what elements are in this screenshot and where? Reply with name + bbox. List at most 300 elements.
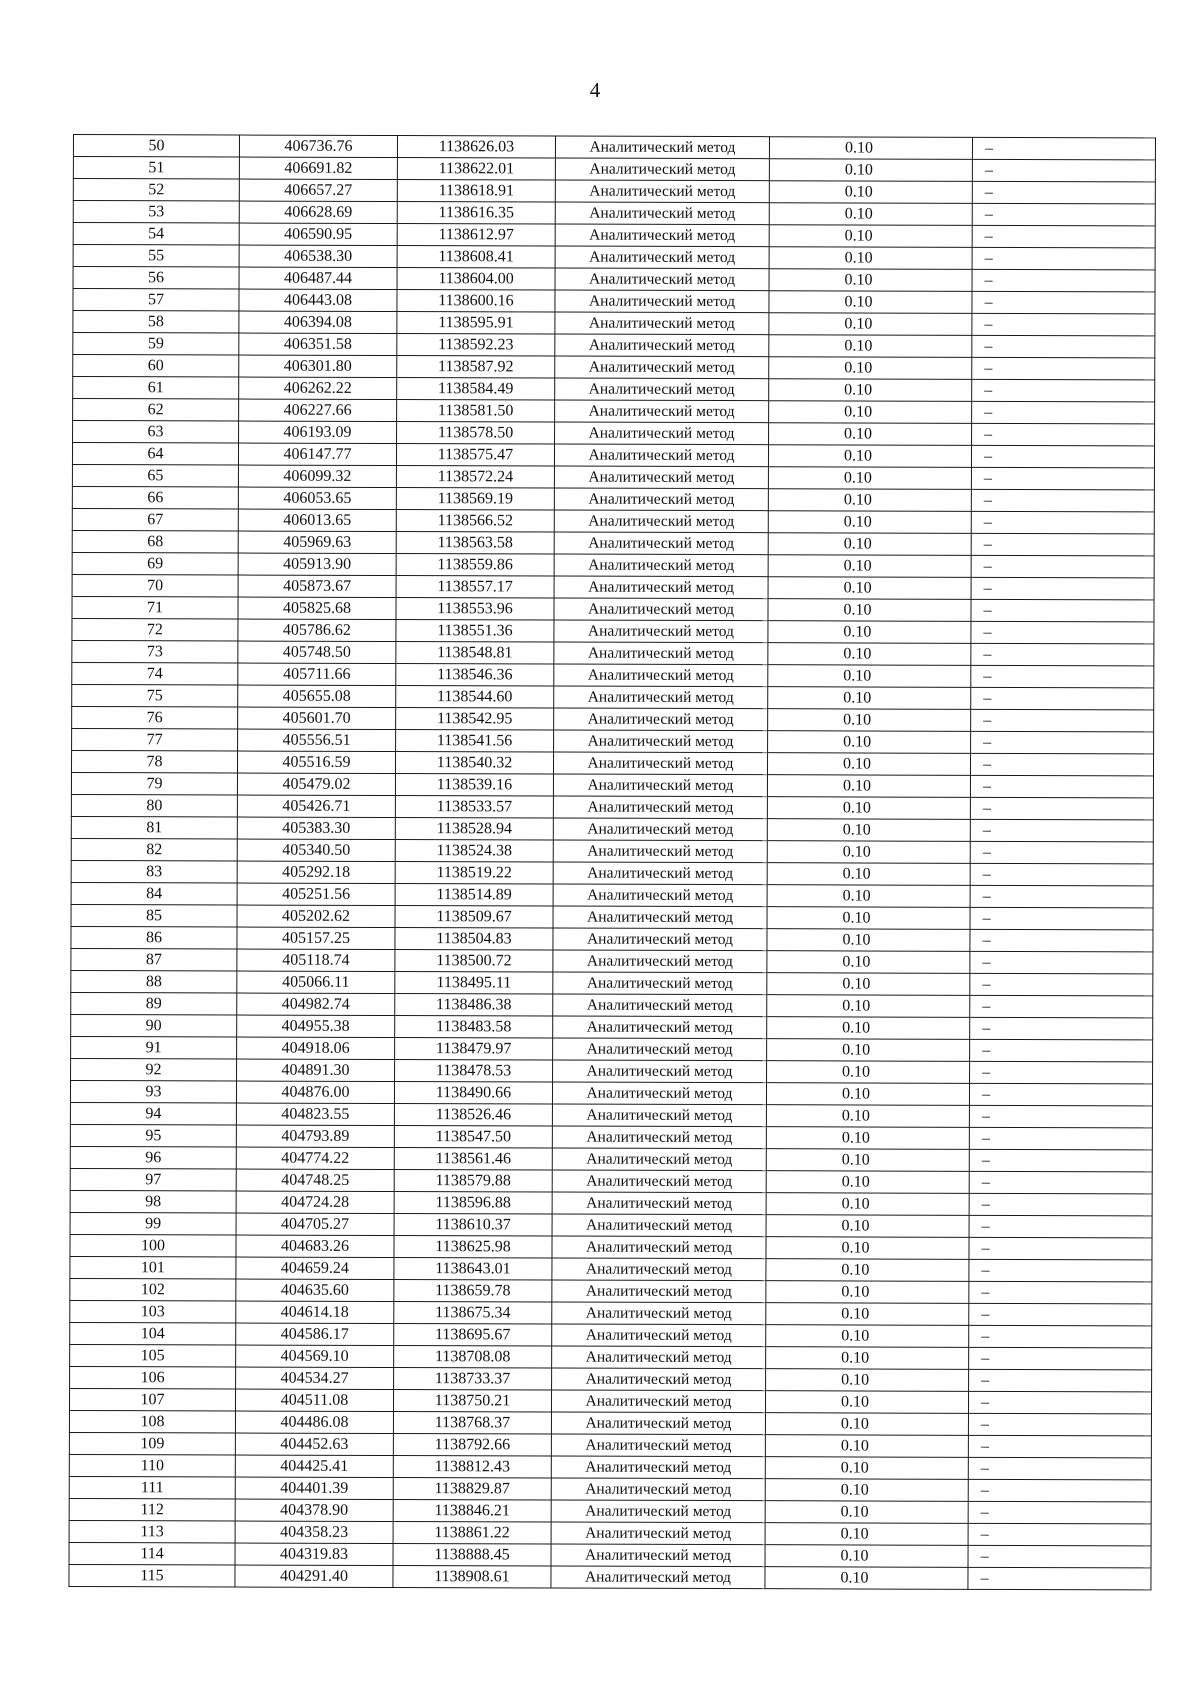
point-number-cell: 83	[71, 860, 237, 883]
method-cell: Аналитический метод	[555, 422, 769, 445]
method-cell: Аналитический метод	[555, 224, 769, 247]
method-cell: Аналитический метод	[551, 1544, 765, 1567]
y-coordinate-cell: 1138846.21	[393, 1500, 551, 1522]
x-coordinate-cell: 405601.70	[238, 707, 396, 729]
point-number-cell: 111	[69, 1476, 235, 1499]
note-cell: –	[968, 1391, 1151, 1414]
x-coordinate-cell: 406013.65	[238, 509, 396, 531]
y-coordinate-cell: 1138563.58	[396, 532, 554, 554]
note-cell: –	[969, 1215, 1152, 1238]
tolerance-cell: 0.10	[768, 445, 971, 468]
note-cell: –	[972, 181, 1155, 204]
point-number-cell: 79	[71, 772, 237, 795]
method-cell: Аналитический метод	[551, 1522, 765, 1545]
point-number-cell: 82	[71, 838, 237, 861]
point-number-cell: 94	[70, 1102, 236, 1125]
tolerance-cell: 0.10	[769, 225, 972, 248]
note-cell: –	[968, 1523, 1151, 1546]
method-cell: Аналитический метод	[554, 532, 768, 555]
y-coordinate-cell: 1138542.95	[396, 708, 554, 730]
x-coordinate-cell: 405969.63	[238, 531, 396, 553]
tolerance-cell: 0.10	[768, 687, 971, 710]
x-coordinate-cell: 406736.76	[239, 135, 397, 157]
note-cell: –	[969, 1303, 1152, 1326]
point-number-cell: 92	[71, 1058, 237, 1081]
y-coordinate-cell: 1138579.88	[394, 1170, 552, 1192]
point-number-cell: 50	[73, 135, 239, 158]
tolerance-cell: 0.10	[769, 159, 972, 182]
note-cell: –	[971, 577, 1154, 600]
tolerance-cell: 0.10	[767, 753, 970, 776]
tolerance-cell: 0.10	[768, 643, 971, 666]
tolerance-cell: 0.10	[765, 1457, 968, 1480]
note-cell: –	[969, 1281, 1152, 1304]
note-cell: –	[970, 951, 1153, 974]
y-coordinate-cell: 1138618.91	[397, 180, 555, 202]
x-coordinate-cell: 405786.62	[238, 619, 396, 641]
point-number-cell: 91	[71, 1036, 237, 1059]
tolerance-cell: 0.10	[768, 621, 971, 644]
method-cell: Аналитический метод	[553, 1060, 767, 1083]
note-cell: –	[970, 775, 1153, 798]
x-coordinate-cell: 404614.18	[236, 1301, 394, 1323]
y-coordinate-cell: 1138509.67	[395, 906, 553, 928]
tolerance-cell: 0.10	[767, 1039, 970, 1062]
note-cell: –	[971, 709, 1154, 732]
y-coordinate-cell: 1138861.22	[393, 1522, 551, 1544]
note-cell: –	[969, 1259, 1152, 1282]
point-number-cell: 69	[72, 552, 238, 575]
tolerance-cell: 0.10	[766, 1325, 969, 1348]
method-cell: Аналитический метод	[553, 1016, 767, 1039]
x-coordinate-cell: 404876.00	[236, 1081, 394, 1103]
x-coordinate-cell: 404891.30	[237, 1059, 395, 1081]
note-cell: –	[970, 863, 1153, 886]
point-number-cell: 53	[73, 201, 239, 224]
method-cell: Аналитический метод	[555, 158, 769, 181]
note-cell: –	[969, 1149, 1152, 1172]
page-number: 4	[589, 78, 601, 102]
note-cell: –	[971, 555, 1154, 578]
y-coordinate-cell: 1138540.32	[395, 752, 553, 774]
y-coordinate-cell: 1138600.16	[397, 290, 555, 312]
x-coordinate-cell: 404982.74	[237, 993, 395, 1015]
coordinates-table-body	[69, 135, 1156, 1590]
note-cell: –	[969, 1237, 1152, 1260]
y-coordinate-cell: 1138566.52	[396, 510, 554, 532]
note-cell: –	[969, 1193, 1152, 1216]
point-number-cell: 61	[73, 377, 239, 400]
tolerance-cell: 0.10	[765, 1413, 968, 1436]
note-cell: –	[970, 907, 1153, 930]
x-coordinate-cell: 405157.25	[237, 927, 395, 949]
note-cell: –	[972, 335, 1155, 358]
note-cell: –	[970, 1061, 1153, 1084]
tolerance-cell: 0.10	[769, 423, 972, 446]
note-cell: –	[968, 1435, 1151, 1458]
tolerance-cell: 0.10	[768, 731, 971, 754]
y-coordinate-cell: 1138612.97	[397, 224, 555, 246]
method-cell: Аналитический метод	[553, 862, 767, 885]
tolerance-cell: 0.10	[765, 1435, 968, 1458]
point-number-cell: 73	[72, 640, 238, 663]
x-coordinate-cell: 404705.27	[236, 1213, 394, 1235]
method-cell: Аналитический метод	[555, 246, 769, 269]
tolerance-cell: 0.10	[766, 1171, 969, 1194]
method-cell: Аналитический метод	[555, 268, 769, 291]
tolerance-cell: 0.10	[768, 599, 971, 622]
method-cell: Аналитический метод	[553, 752, 767, 775]
tolerance-cell: 0.10	[767, 863, 970, 886]
point-number-cell: 104	[70, 1322, 236, 1345]
method-cell: Аналитический метод	[555, 312, 769, 335]
note-cell: –	[968, 1545, 1151, 1568]
note-cell: –	[972, 379, 1155, 402]
y-coordinate-cell: 1138490.66	[394, 1082, 552, 1104]
point-number-cell: 93	[70, 1080, 236, 1103]
x-coordinate-cell: 406262.22	[239, 377, 397, 399]
method-cell: Аналитический метод	[552, 1192, 766, 1215]
tolerance-cell: 0.10	[766, 1105, 969, 1128]
x-coordinate-cell: 405383.30	[237, 817, 395, 839]
x-coordinate-cell: 405825.68	[238, 597, 396, 619]
y-coordinate-cell: 1138596.88	[394, 1192, 552, 1214]
point-number-cell: 52	[73, 179, 239, 202]
x-coordinate-cell: 406487.44	[239, 267, 397, 289]
y-coordinate-cell: 1138548.81	[396, 642, 554, 664]
y-coordinate-cell: 1138541.56	[396, 730, 554, 752]
point-number-cell: 90	[71, 1014, 237, 1037]
x-coordinate-cell: 406351.58	[239, 333, 397, 355]
y-coordinate-cell: 1138479.97	[395, 1038, 553, 1060]
method-cell: Аналитический метод	[552, 1236, 766, 1259]
point-number-cell: 99	[70, 1212, 236, 1235]
x-coordinate-cell: 404748.25	[236, 1169, 394, 1191]
method-cell: Аналитический метод	[554, 554, 768, 577]
y-coordinate-cell: 1138578.50	[397, 422, 555, 444]
point-number-cell: 98	[70, 1190, 236, 1213]
point-number-cell: 66	[72, 486, 238, 509]
method-cell: Аналитический метод	[554, 510, 768, 533]
x-coordinate-cell: 404452.63	[235, 1433, 393, 1455]
method-cell: Аналитический метод	[555, 202, 769, 225]
point-number-cell: 110	[69, 1454, 235, 1477]
y-coordinate-cell: 1138514.89	[395, 884, 553, 906]
note-cell: –	[969, 1369, 1152, 1392]
note-cell: –	[971, 731, 1154, 754]
x-coordinate-cell: 406099.32	[238, 465, 396, 487]
tolerance-cell: 0.10	[765, 1523, 968, 1546]
point-number-cell: 85	[71, 904, 237, 927]
tolerance-cell: 0.10	[768, 709, 971, 732]
tolerance-cell: 0.10	[767, 951, 970, 974]
point-number-cell: 88	[71, 970, 237, 993]
point-number-cell: 74	[72, 662, 238, 685]
method-cell: Аналитический метод	[554, 664, 768, 687]
point-number-cell: 64	[72, 443, 238, 466]
point-number-cell: 97	[70, 1168, 236, 1191]
point-number-cell: 105	[70, 1344, 236, 1367]
tolerance-cell: 0.10	[769, 401, 972, 424]
y-coordinate-cell: 1138519.22	[395, 862, 553, 884]
tolerance-cell: 0.10	[766, 1237, 969, 1260]
tolerance-cell: 0.10	[768, 577, 971, 600]
note-cell: –	[969, 1347, 1152, 1370]
x-coordinate-cell: 404955.38	[237, 1015, 395, 1037]
note-cell: –	[969, 1083, 1152, 1106]
point-number-cell: 108	[69, 1410, 235, 1433]
y-coordinate-cell: 1138478.53	[395, 1060, 553, 1082]
note-cell: –	[970, 753, 1153, 776]
method-cell: Аналитический метод	[552, 1214, 766, 1237]
note-cell: –	[968, 1479, 1151, 1502]
y-coordinate-cell: 1138622.01	[397, 158, 555, 180]
tolerance-cell: 0.10	[766, 1369, 969, 1392]
tolerance-cell: 0.10	[769, 137, 972, 160]
tolerance-cell: 0.10	[767, 1061, 970, 1084]
point-number-cell: 58	[73, 311, 239, 334]
y-coordinate-cell: 1138888.45	[393, 1544, 551, 1566]
y-coordinate-cell: 1138733.37	[394, 1368, 552, 1390]
x-coordinate-cell: 406538.30	[239, 245, 397, 267]
point-number-cell: 103	[70, 1300, 236, 1323]
note-cell: –	[970, 995, 1153, 1018]
x-coordinate-cell: 405202.62	[237, 905, 395, 927]
tolerance-cell: 0.10	[767, 797, 970, 820]
y-coordinate-cell: 1138547.50	[394, 1126, 552, 1148]
note-cell: –	[969, 1171, 1152, 1194]
tolerance-cell: 0.10	[768, 555, 971, 578]
y-coordinate-cell: 1138643.01	[394, 1258, 552, 1280]
method-cell: Аналитический метод	[555, 290, 769, 313]
note-cell: –	[969, 1105, 1152, 1128]
x-coordinate-cell: 404659.24	[236, 1257, 394, 1279]
point-number-cell: 107	[69, 1388, 235, 1411]
x-coordinate-cell: 405479.02	[237, 773, 395, 795]
y-coordinate-cell: 1138592.23	[397, 334, 555, 356]
tolerance-cell: 0.10	[769, 335, 972, 358]
tolerance-cell: 0.10	[769, 247, 972, 270]
x-coordinate-cell: 405556.51	[238, 729, 396, 751]
tolerance-cell: 0.10	[765, 1501, 968, 1524]
y-coordinate-cell: 1138551.36	[396, 620, 554, 642]
note-cell: –	[970, 885, 1153, 908]
y-coordinate-cell: 1138581.50	[397, 400, 555, 422]
method-cell: Аналитический метод	[552, 1104, 766, 1127]
tolerance-cell: 0.10	[767, 907, 970, 930]
note-cell: –	[969, 1325, 1152, 1348]
tolerance-cell: 0.10	[766, 1215, 969, 1238]
tolerance-cell: 0.10	[767, 841, 970, 864]
note-cell: –	[971, 533, 1154, 556]
y-coordinate-cell: 1138524.38	[395, 840, 553, 862]
tolerance-cell: 0.10	[765, 1567, 968, 1590]
y-coordinate-cell: 1138495.11	[395, 972, 553, 994]
y-coordinate-cell: 1138575.47	[396, 444, 554, 466]
note-cell: –	[970, 841, 1153, 864]
x-coordinate-cell: 404534.27	[236, 1367, 394, 1389]
method-cell: Аналитический метод	[554, 488, 768, 511]
method-cell: Аналитический метод	[551, 1456, 765, 1479]
method-cell: Аналитический метод	[552, 1302, 766, 1325]
x-coordinate-cell: 406691.82	[239, 157, 397, 179]
y-coordinate-cell: 1138572.24	[396, 466, 554, 488]
note-cell: –	[971, 665, 1154, 688]
point-number-cell: 95	[70, 1124, 236, 1147]
y-coordinate-cell: 1138626.03	[397, 136, 555, 158]
table-row	[69, 1564, 1151, 1589]
note-cell: –	[971, 467, 1154, 490]
y-coordinate-cell: 1138559.86	[396, 554, 554, 576]
tolerance-cell: 0.10	[768, 533, 971, 556]
point-number-cell: 76	[72, 706, 238, 729]
y-coordinate-cell: 1138526.46	[394, 1104, 552, 1126]
method-cell: Аналитический метод	[553, 774, 767, 797]
y-coordinate-cell: 1138750.21	[393, 1390, 551, 1412]
x-coordinate-cell: 406628.69	[239, 201, 397, 223]
point-number-cell: 100	[70, 1234, 236, 1257]
note-cell: –	[971, 489, 1154, 512]
note-cell: –	[971, 643, 1154, 666]
y-coordinate-cell: 1138587.92	[397, 356, 555, 378]
x-coordinate-cell: 404724.28	[236, 1191, 394, 1213]
method-cell: Аналитический метод	[554, 444, 768, 467]
point-number-cell: 114	[69, 1542, 235, 1565]
method-cell: Аналитический метод	[553, 950, 767, 973]
note-cell: –	[971, 599, 1154, 622]
point-number-cell: 63	[73, 421, 239, 444]
point-number-cell: 81	[71, 816, 237, 839]
x-coordinate-cell: 406227.66	[239, 399, 397, 421]
note-cell: –	[972, 159, 1155, 182]
point-number-cell: 78	[71, 750, 237, 773]
y-coordinate-cell: 1138539.16	[395, 774, 553, 796]
tolerance-cell: 0.10	[769, 357, 972, 380]
y-coordinate-cell: 1138561.46	[394, 1148, 552, 1170]
x-coordinate-cell: 406053.65	[238, 487, 396, 509]
tolerance-cell: 0.10	[768, 467, 971, 490]
tolerance-cell: 0.10	[767, 775, 970, 798]
method-cell: Аналитический метод	[553, 884, 767, 907]
y-coordinate-cell: 1138659.78	[394, 1280, 552, 1302]
x-coordinate-cell: 404635.60	[236, 1279, 394, 1301]
point-number-cell: 115	[69, 1564, 235, 1587]
method-cell: Аналитический метод	[555, 400, 769, 423]
method-cell: Аналитический метод	[551, 1390, 765, 1413]
point-number-cell: 56	[73, 267, 239, 290]
x-coordinate-cell: 405066.11	[237, 971, 395, 993]
note-cell: –	[971, 621, 1154, 644]
y-coordinate-cell: 1138553.96	[396, 598, 554, 620]
method-cell: Аналитический метод	[552, 1280, 766, 1303]
point-number-cell: 57	[73, 289, 239, 312]
note-cell: –	[970, 1039, 1153, 1062]
x-coordinate-cell: 405292.18	[237, 861, 395, 883]
point-number-cell: 68	[72, 530, 238, 553]
y-coordinate-cell: 1138768.37	[393, 1412, 551, 1434]
x-coordinate-cell: 405655.08	[238, 685, 396, 707]
x-coordinate-cell: 405516.59	[237, 751, 395, 773]
x-coordinate-cell: 404683.26	[236, 1235, 394, 1257]
tolerance-cell: 0.10	[767, 973, 970, 996]
y-coordinate-cell: 1138608.41	[397, 246, 555, 268]
note-cell: –	[969, 1127, 1152, 1150]
tolerance-cell: 0.10	[769, 203, 972, 226]
tolerance-cell: 0.10	[766, 1281, 969, 1304]
method-cell: Аналитический метод	[553, 796, 767, 819]
note-cell: –	[972, 313, 1155, 336]
x-coordinate-cell: 404793.89	[236, 1125, 394, 1147]
method-cell: Аналитический метод	[551, 1478, 765, 1501]
method-cell: Аналитический метод	[553, 818, 767, 841]
x-coordinate-cell: 405251.56	[237, 883, 395, 905]
y-coordinate-cell: 1138792.66	[393, 1434, 551, 1456]
tolerance-cell: 0.10	[768, 665, 971, 688]
note-cell: –	[972, 203, 1155, 226]
note-cell: –	[968, 1457, 1151, 1480]
point-number-cell: 102	[70, 1278, 236, 1301]
tolerance-cell: 0.10	[767, 995, 970, 1018]
tolerance-cell: 0.10	[767, 929, 970, 952]
method-cell: Аналитический метод	[553, 994, 767, 1017]
method-cell: Аналитический метод	[554, 576, 768, 599]
method-cell: Аналитический метод	[552, 1368, 766, 1391]
tolerance-cell: 0.10	[769, 291, 972, 314]
point-number-cell: 54	[73, 223, 239, 246]
y-coordinate-cell: 1138812.43	[393, 1456, 551, 1478]
point-number-cell: 60	[73, 355, 239, 378]
method-cell: Аналитический метод	[553, 928, 767, 951]
x-coordinate-cell: 404486.08	[235, 1411, 393, 1433]
y-coordinate-cell: 1138544.60	[396, 686, 554, 708]
note-cell: –	[972, 269, 1155, 292]
tolerance-cell: 0.10	[766, 1083, 969, 1106]
x-coordinate-cell: 404569.10	[236, 1345, 394, 1367]
tolerance-cell: 0.10	[765, 1391, 968, 1414]
point-number-cell: 62	[73, 399, 239, 422]
note-cell: –	[968, 1413, 1151, 1436]
point-number-cell: 96	[70, 1146, 236, 1169]
tolerance-cell: 0.10	[766, 1303, 969, 1326]
y-coordinate-cell: 1138610.37	[394, 1214, 552, 1236]
x-coordinate-cell: 406301.80	[239, 355, 397, 377]
tolerance-cell: 0.10	[766, 1347, 969, 1370]
x-coordinate-cell: 404358.23	[235, 1521, 393, 1543]
method-cell: Аналитический метод	[555, 356, 769, 379]
method-cell: Аналитический метод	[553, 840, 767, 863]
y-coordinate-cell: 1138504.83	[395, 928, 553, 950]
method-cell: Аналитический метод	[552, 1126, 766, 1149]
point-number-cell: 70	[72, 574, 238, 597]
x-coordinate-cell: 405711.66	[238, 663, 396, 685]
x-coordinate-cell: 406590.95	[239, 223, 397, 245]
y-coordinate-cell: 1138557.17	[396, 576, 554, 598]
tolerance-cell: 0.10	[769, 379, 972, 402]
note-cell: –	[972, 225, 1155, 248]
tolerance-cell: 0.10	[767, 1017, 970, 1040]
x-coordinate-cell: 405426.71	[237, 795, 395, 817]
point-number-cell: 86	[71, 926, 237, 949]
method-cell: Аналитический метод	[553, 1038, 767, 1061]
y-coordinate-cell: 1138595.91	[397, 312, 555, 334]
tolerance-cell: 0.10	[766, 1149, 969, 1172]
x-coordinate-cell: 404291.40	[235, 1565, 393, 1587]
x-coordinate-cell: 404425.41	[235, 1455, 393, 1477]
method-cell: Аналитический метод	[552, 1082, 766, 1105]
x-coordinate-cell: 404586.17	[236, 1323, 394, 1345]
note-cell: –	[972, 357, 1155, 380]
method-cell: Аналитический метод	[551, 1412, 765, 1435]
